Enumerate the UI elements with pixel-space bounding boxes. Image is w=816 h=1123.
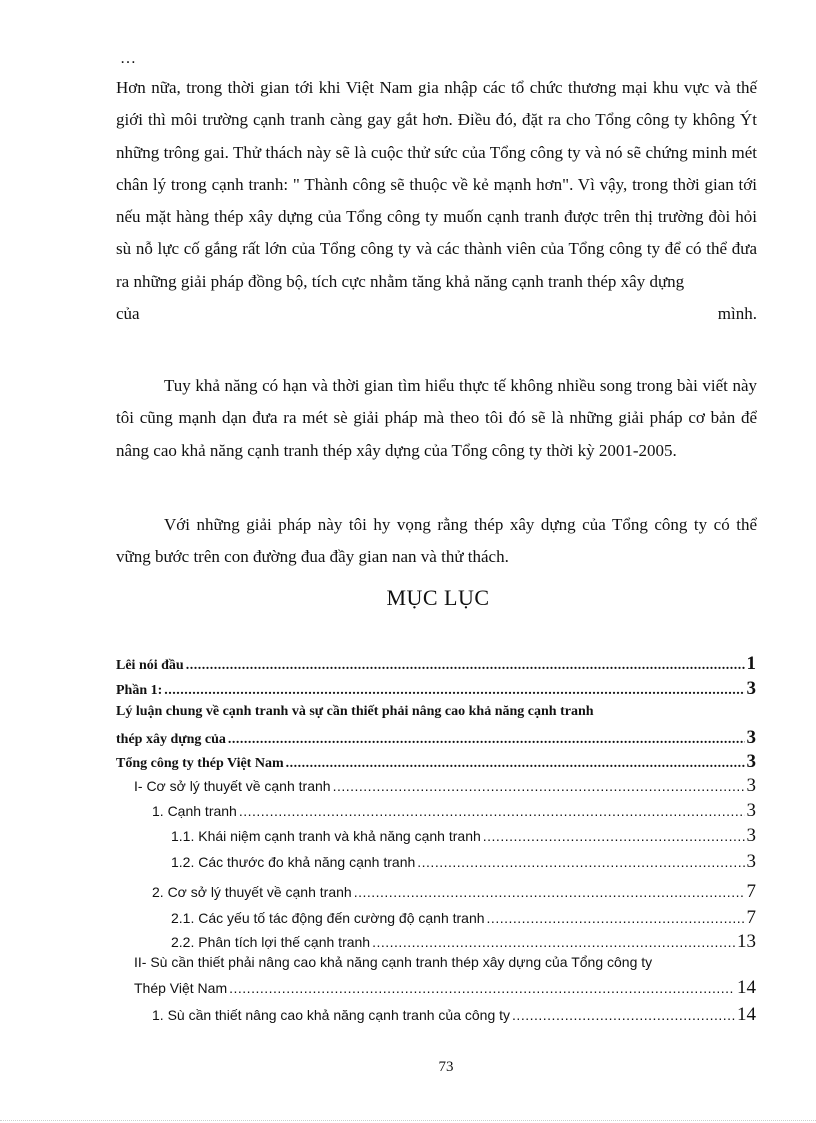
paragraph-1 bbox=[116, 72, 757, 330]
toc-entry-page: 1 bbox=[746, 653, 756, 674]
toc-entry-page: 7 bbox=[746, 881, 756, 902]
toc-entry-label: Tổng công ty thép Việt Nam bbox=[116, 756, 284, 771]
toc-leader-dots bbox=[229, 980, 735, 996]
toc-leader-dots bbox=[286, 756, 745, 772]
toc-entry-page: 3 bbox=[746, 727, 756, 748]
toc-entry[interactable] bbox=[171, 907, 756, 929]
toc-entry[interactable] bbox=[134, 775, 756, 797]
toc-entry[interactable] bbox=[171, 931, 756, 953]
toc-entry-label: Thép Việt Nam bbox=[134, 980, 228, 996]
toc-leader-dots bbox=[228, 732, 745, 748]
toc-entry-label: Phần 1: bbox=[116, 683, 163, 698]
toc-entry-label: 1.2. Các thước đo khả năng cạnh tranh bbox=[171, 854, 416, 870]
toc-leader-dots bbox=[372, 934, 735, 950]
toc-entry-label: Lý luận chung về cạnh tranh và sự cần thiết phải nâng cao khả năng cạnh tranh bbox=[116, 704, 594, 719]
paragraph-1-last-right: mình. bbox=[717, 304, 757, 324]
paragraph-1-last-left: của bbox=[116, 304, 140, 324]
toc-entry[interactable] bbox=[171, 825, 756, 847]
toc-entry[interactable] bbox=[116, 653, 756, 675]
toc-entry-label: Lêi nói đầu bbox=[116, 658, 184, 673]
toc-leader-dots bbox=[417, 854, 744, 870]
toc-leader-dots bbox=[164, 683, 744, 699]
toc-leader-dots bbox=[186, 658, 745, 674]
toc-entry[interactable] bbox=[116, 751, 756, 773]
toc-entry-page: 13 bbox=[737, 931, 756, 952]
toc-entry-label: 1. Cạnh tranh bbox=[152, 803, 237, 819]
toc-entry-label: I- Cơ sở lý thuyết về cạnh tranh bbox=[134, 778, 331, 794]
paragraph-1-last-line bbox=[116, 298, 757, 330]
toc-leader-dots bbox=[239, 803, 745, 819]
toc-entry-label: 2.2. Phân tích lợi thế cạnh tranh bbox=[171, 934, 371, 950]
toc-entry-label: II- Sù cần thiết phải nâng cao khả năng cạnh tranh thép xây dựng của Tổng công ty bbox=[134, 954, 653, 970]
toc-entry-page: 14 bbox=[737, 977, 756, 998]
paragraph-3: Với những giải pháp này tôi hy vọng rằng thép xây dựng của Tổng công ty có thể vững bước trên con đường đua đầy gian nan và thử thách. bbox=[116, 515, 757, 567]
toc-entry-label: 2. Cơ sở lý thuyết về cạnh tranh bbox=[152, 884, 352, 900]
toc-leader-dots bbox=[512, 1007, 735, 1023]
page-bottom-divider bbox=[0, 1120, 816, 1121]
toc-entry-label: 2.1. Các yếu tố tác động đến cường độ cạnh tranh bbox=[171, 910, 485, 926]
page-number: 73 bbox=[438, 1059, 454, 1075]
paragraph-1-body: Hơn nữa, trong thời gian tới khi Việt Nam gia nhập các tổ chức thương mại khu vực và thế giới thì môi trường cạnh tranh càng gay gắt hơn. Điều đó, đặt ra cho Tổng công ty không Ýt những trông gai. Thử thách này sẽ là cuộc thử sức của Tổng công ty và nó sẽ chứng minh mét chân lý trong cạnh tranh: " Thành công sẽ thuộc về kẻ mạnh hơn". Vì vậy, trong thời gian tới nếu mặt hàng thép xây dựng của Tổng công ty muốn cạnh tranh được trên thị trường đòi hỏi sù nỗ lực cố gắng rất lớn của Tổng công ty và các thành viên của Tổng công ty để có thể đưa ra những giải pháp đồng bộ, tích cực nhằm tăng khả năng cạnh tranh thép xây dựng bbox=[116, 78, 757, 291]
toc-entry-page: 14 bbox=[737, 1004, 756, 1025]
toc-entry[interactable] bbox=[152, 881, 756, 903]
toc-entry[interactable] bbox=[134, 977, 756, 999]
toc-entry-page: 3 bbox=[746, 775, 756, 796]
toc-entry-page: 7 bbox=[746, 907, 756, 928]
toc-entry-page: 3 bbox=[746, 825, 756, 846]
paragraph-2: Tuy khả năng có hạn và thời gian tìm hiểu thực tế không nhiều song trong bài viết này tôi cũng mạnh dạn đưa ra mét sè giải pháp mà theo tôi đó sẽ là những giải pháp cơ bản để nâng cao khả năng cạnh tranh thép xây dựng của Tổng công ty thời kỳ 2001-2005. bbox=[116, 376, 757, 460]
toc-entry-page: 3 bbox=[746, 678, 756, 699]
toc-entry-label: thép xây dựng của bbox=[116, 732, 226, 747]
toc-entry[interactable] bbox=[116, 678, 756, 700]
ellipsis: … bbox=[120, 50, 136, 67]
toc-entry-page: 3 bbox=[746, 800, 756, 821]
toc-entry[interactable] bbox=[152, 1004, 756, 1026]
toc-entry-page: 3 bbox=[746, 851, 756, 872]
toc-leader-dots bbox=[483, 828, 745, 844]
toc-leader-dots bbox=[333, 778, 745, 794]
toc-title: MỤC LỤC bbox=[386, 585, 490, 610]
toc-entry[interactable] bbox=[171, 851, 756, 873]
toc-entry-label: 1.1. Khái niệm cạnh tranh và khả năng cạnh tranh bbox=[171, 828, 481, 844]
toc-entry-label: 1. Sù cần thiết nâng cao khả năng cạnh tranh của công ty bbox=[152, 1007, 511, 1023]
toc-entry-page: 3 bbox=[746, 751, 756, 772]
toc-leader-dots bbox=[354, 884, 745, 900]
toc-entry[interactable] bbox=[152, 800, 756, 822]
toc-leader-dots bbox=[487, 910, 745, 926]
toc-entry[interactable] bbox=[116, 727, 756, 749]
